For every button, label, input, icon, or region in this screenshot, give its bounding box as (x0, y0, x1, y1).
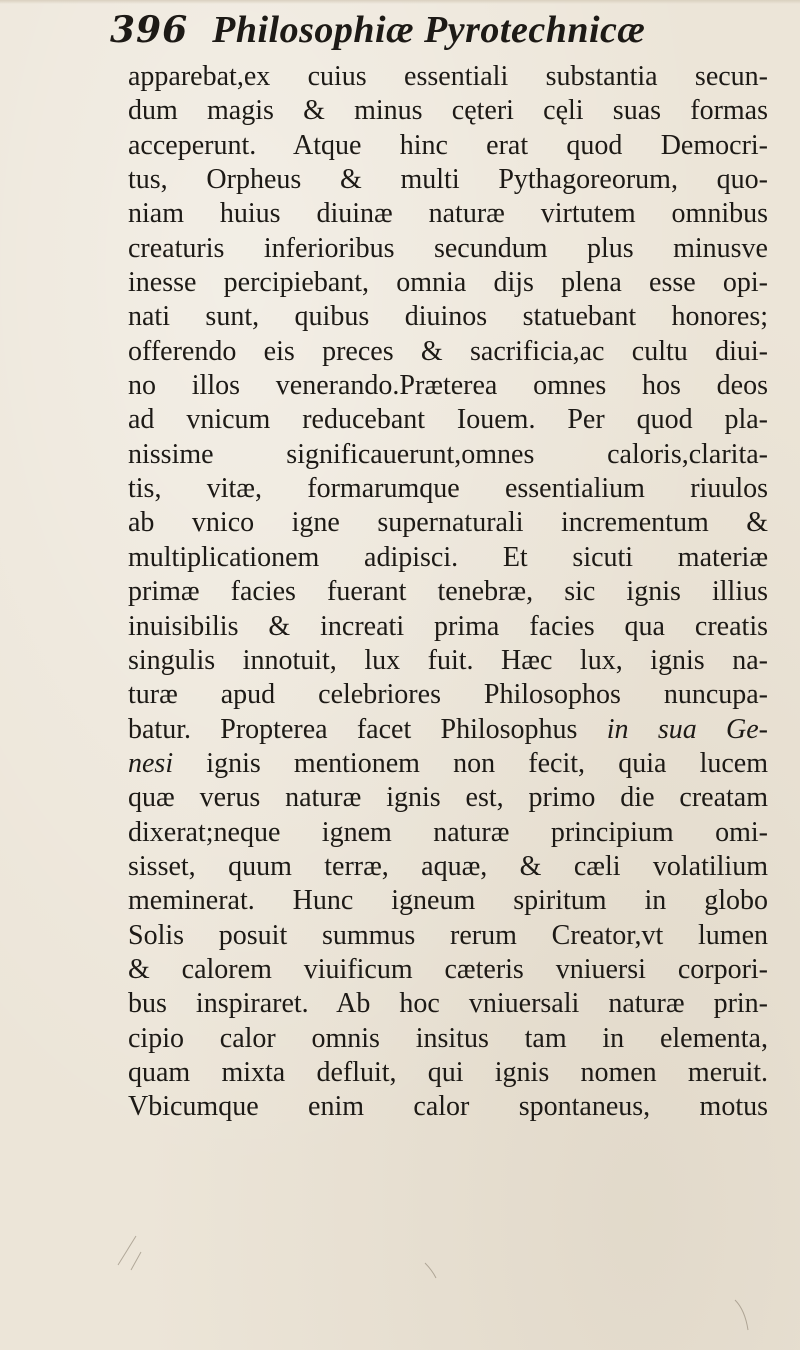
text-line: niam huius diuinæ naturæ virtutem omnibus (128, 198, 768, 230)
text-line: dum magis & minus cęteri cęli suas formas (128, 95, 768, 127)
text-line: singulis innotuit, lux fuit. Hæc lux, ignis na- (128, 644, 768, 676)
text-line: cipio calor omnis insitus tam in elementa, (128, 1022, 768, 1054)
text-line: bus inspiraret. Ab hoc vniuersali naturæ prin- (128, 988, 768, 1020)
text-line: creaturis inferioribus secundum plus minusve (128, 232, 768, 264)
text-line: batur. Propterea facet Philosophus in sua Ge- (128, 713, 768, 745)
text-line: nati sunt, quibus diuinos statuebant honores; (128, 301, 768, 333)
italic-title-continued: nesi (128, 747, 174, 779)
text-line: apparebat,ex cuius essentiali substantia secun- (128, 61, 768, 92)
text-line: ad vnicum reducebant Iouem. Per quod pla- (128, 404, 768, 436)
text-line: sisset, quum terræ, aquæ, & cæli volatilium (128, 850, 768, 882)
text-line: multiplicationem adipisci. Et sicuti materiæ (128, 541, 768, 573)
text-line: tus, Orpheus & multi Pythagoreorum, quo- (128, 164, 768, 196)
text-line: quæ verus naturæ ignis est, primo die creatam (128, 782, 768, 814)
text-line: & calorem viuificum cæteris vniuersi corpori- (128, 953, 768, 985)
text-line: dixerat;neque ignem naturæ principium omi- (128, 816, 768, 848)
text-line: turæ apud celebriores Philosophos nuncupa- (128, 679, 768, 711)
text-line: meminerat. Hunc igneum spiritum in globo (128, 885, 768, 917)
text-line: Solis posuit summus rerum Creator,vt lumen (128, 919, 768, 951)
text-line: quam mixta defluit, qui ignis nomen meruit. (128, 1056, 768, 1088)
text-line: inesse percipiebant, omnia dijs plena esse opi- (128, 267, 768, 299)
text-line: Vbicumque enim calor spontaneus, motus (128, 1091, 768, 1123)
text-line: primæ facies fuerant tenebræ, sic ignis illius (128, 576, 768, 608)
text-line: nesi ignis mentionem non fecit, quia lucem (128, 747, 768, 779)
italic-title: in sua Ge- (606, 713, 768, 745)
text-line: inuisibilis & increati prima facies qua creatis (128, 610, 768, 642)
page-number: 396 (110, 9, 189, 51)
text-line: ab vnico igne supernaturali incrementum & (128, 507, 768, 539)
text-line: acceperunt. Atque hinc erat quod Democri- (128, 129, 768, 161)
running-title: Philosophiæ Pyrotechnicæ (212, 9, 646, 51)
text-line: nissime significauerunt,omnes caloris,clarita- (128, 438, 768, 470)
text-line: offerendo eis preces & sacrificia,ac cultu diui- (128, 335, 768, 367)
text-line: no illos venerando.Præterea omnes hos deos (128, 370, 768, 402)
text-line: tis, vitæ, formarumque essentialium riuulos (128, 473, 768, 505)
